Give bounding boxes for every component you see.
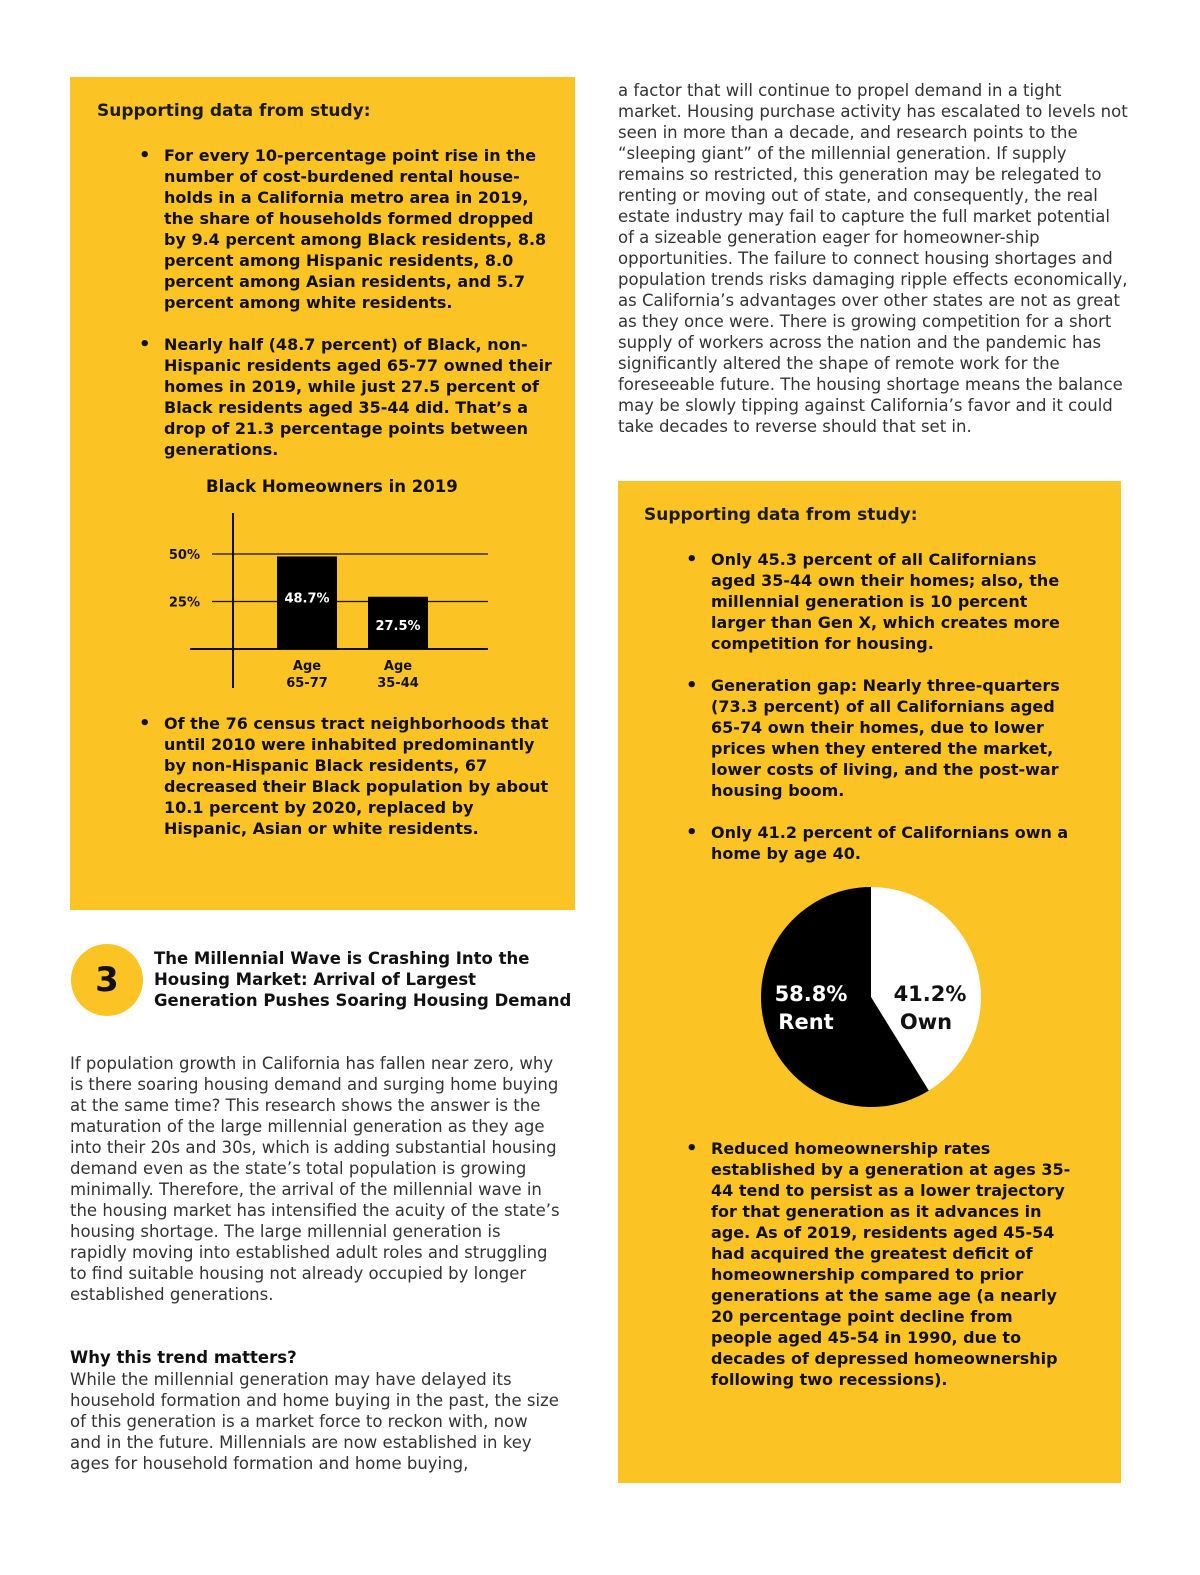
section-intro-paragraph: If population growth in California has fallen near zero, why is there soaring housing demand and surging home buying at the same time? This research shows the answer is the maturation of the large millennial generation as they age into their 20s and 30s, which is adding substantial housing demand even as the state’s total population is growing minimally. Therefore, the arrival of the millennial wave in the housing market has intensified the acuity of the state’s housing shortage. The large millennial generation is rapidly moving into established adult roles and struggling to find suitable housing not already occupied by longer established generations. <box>70 1054 560 1304</box>
x-tick-label: 35-44 <box>377 676 419 691</box>
supporting-data-list-left <box>137 145 552 460</box>
supporting-data-list-right-after-chart <box>684 1138 1079 1390</box>
list-item: • Only 41.2 percent of Californians own a home by age 40. <box>684 822 1079 864</box>
pie-value-label: 41.2% <box>893 982 967 1006</box>
section-title: The Millennial Wave is Crashing Into the Housing Market: Arrival of Largest Generation Pushes Soaring Housing Demand <box>154 949 572 1010</box>
list-item: • For every 10-percentage point rise in the number of cost-burdened rental house-holds in a California metro area in 2019, the share of households formed dropped by 9.4 percent among Black residents, 8.8 percent among Hispanic residents, 8.0 percent among Asian residents, and 5.7 percent among white residents. <box>137 145 552 313</box>
pie-slice-label: Own <box>899 1010 953 1034</box>
x-tick-label: Age <box>292 659 322 674</box>
y-tick-label: 50% <box>168 548 200 563</box>
supporting-data-title-right: Supporting data from study: <box>644 505 918 525</box>
why-heading: Why this trend matters? <box>70 1348 297 1367</box>
why-paragraph: While the millennial generation may have delayed its household formation and home buying in the past, the size of this generation is a market force to reckon with, now and in the future. Millennials are now established in key ages for household formation and home buying, <box>70 1370 559 1473</box>
list-item: • Generation gap: Nearly three-quarters (73.3 percent) of all Californians aged 65-74 own their homes, due to lower prices when they entered the market, lower costs of living, and the post-war housing boom. <box>684 675 1079 801</box>
pie-value-label: 58.8% <box>774 982 848 1006</box>
supporting-data-title-left: Supporting data from study: <box>97 101 371 121</box>
bar-value-label: 48.7% <box>284 591 330 607</box>
continued-paragraph: a factor that will continue to propel demand in a tight market. Housing purchase activity has escalated to levels not seen in more than a decade, and research points to the “sleeping giant” of the millennial generation. If supply remains so restricted, this generation may be relegated to renting or moving out of state, and consequently, the real estate industry may fail to capture the full market potential of a sizeable generation eager for homeowner-ship opportunities. The failure to connect housing shortages and population trends risks damaging ripple effects economically, as California’s advantages over other states are not as great as they once were. There is growing competition for a short supply of workers across the nation and the pandemic has significantly altered the shape of remote work for the foreseeable future. The housing shortage means the balance may be slowly tipping against California’s favor and it could take decades to reverse should that set in. <box>618 81 1128 436</box>
list-item: • Only 45.3 percent of all Californians aged 35-44 own their homes; also, the millennial generation is 10 percent larger than Gen X, which creates more competition for housing. <box>684 549 1079 654</box>
list-item: • Of the 76 census tract neighborhoods that until 2010 were inhabited predominantly by non-Hispanic Black residents, 67 decreased their Black population by about 10.1 percent by 2020, replaced by Hispanic, Asian or white residents. <box>137 713 552 839</box>
x-tick-label: Age <box>383 659 413 674</box>
pie-slice-label: Rent <box>778 1010 834 1034</box>
list-item: • Reduced homeownership rates established by a generation at ages 35-44 tend to persist as a lower trajectory for that generation as it advances in age. As of 2019, residents aged 45-54 had acquired the greatest deficit of homeownership compared to prior generations at the same age (a nearly 20 percentage point decline from people aged 45-54 in 1990, due to decades of depressed homeownership following two recessions). <box>684 1138 1079 1390</box>
y-tick-label: 25% <box>168 595 200 611</box>
bar-chart-title: Black Homeowners in 2019 <box>206 477 458 496</box>
pie-chart <box>755 881 995 1121</box>
supporting-data-list-left-after-chart <box>137 713 552 839</box>
section-number-badge: 3 <box>71 944 143 1016</box>
bar-value-label: 27.5% <box>375 618 421 634</box>
supporting-data-list-right <box>684 549 1079 864</box>
list-item: • Nearly half (48.7 percent) of Black, non-Hispanic residents aged 65-77 owned their homes in 2019, while just 27.5 percent of Black residents aged 35-44 did. That’s a drop of 21.3 percentage points between generations. <box>137 334 552 460</box>
bar-chart <box>150 505 500 695</box>
x-tick-label: 65-77 <box>286 676 328 691</box>
